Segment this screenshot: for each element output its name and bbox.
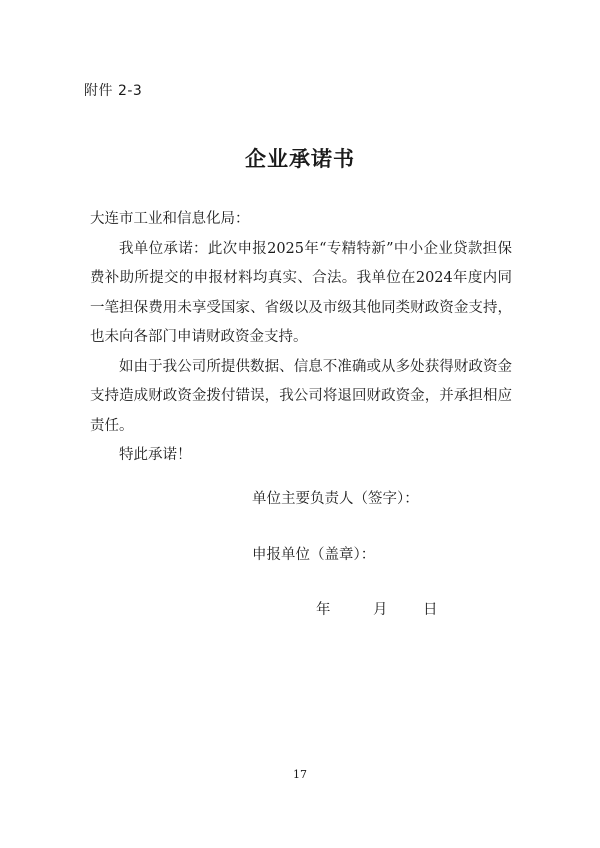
paragraph-closing: 特此承诺！ xyxy=(119,447,192,463)
paragraph-liability: 如由于我公司所提供数据、信息不准确或从多处获得财政资金支持造成财政资金拨付错误，我公司将退回财政资金，并承担相应责任。 xyxy=(90,358,512,434)
date-day: 日 xyxy=(423,602,438,618)
paragraph-commitment: 我单位承诺：此次申报2025年“专精特新”中小企业贷款担保费补助所提交的申报材料均真实、合法。我单位在2024年度内同一笔担保费用未享受国家、省级以及市级其他同类财政资金支持，也未向各部门申请财政资金支持。 xyxy=(90,240,512,345)
date-month: 月 xyxy=(373,602,388,618)
document-title: 企业承诺书 xyxy=(245,146,355,171)
date-year: 年 xyxy=(316,602,331,618)
page-number: 17 xyxy=(293,768,307,781)
attachment-label: 附件 2-3 xyxy=(84,83,143,99)
signature-unit-label: 申报单位（盖章）： xyxy=(252,547,376,563)
signature-person-label: 单位主要负责人（签字）： xyxy=(252,491,419,507)
addressee: 大连市工业和信息化局： xyxy=(90,211,250,227)
document-body xyxy=(90,205,512,471)
